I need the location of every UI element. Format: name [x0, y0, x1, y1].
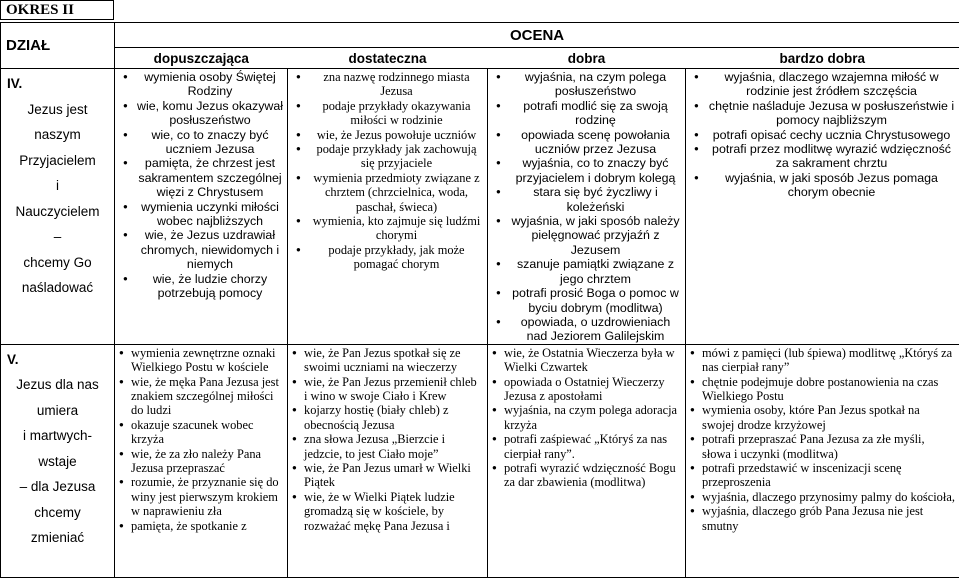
list-item: ● okazuje szacunek wobec krzyża [119, 418, 283, 447]
level-bardzo-dobra: bardzo dobra [686, 48, 959, 69]
list-item: ● wymienia, kto zajmuje się ludźmi chorymi [298, 214, 483, 243]
title-line: Nauczycielem [1, 199, 114, 225]
list-item: ● wyjaśnia, dlaczego przynosimy palmy do kościoła, [690, 490, 955, 504]
list-item: ● wie, że męka Pana Jezusa jest znakiem szczególnej miłości do ludzi [119, 375, 283, 418]
assessment-table [0, 22, 959, 578]
title-line: Przyjacielem [1, 148, 114, 174]
requirements-dopuszczajaca [115, 344, 288, 577]
list-item: ● zna słowa Jezusa „Bierzcie i jedzcie, to jest Ciało moje” [292, 432, 483, 461]
list-item: ● stara się być życzliwy i koleżeński [498, 185, 681, 214]
list-item: ● podaje przykłady, jak może pomagać chorym [298, 243, 483, 272]
list-item: ● potrafi przedstawić w inscenizacji scenę przeproszenia [690, 461, 955, 490]
requirements-dostateczna [288, 344, 488, 577]
level-dostateczna: dostateczna [288, 48, 488, 69]
list-item: ● szanuje pamiątki związane z jego chrztem [498, 257, 681, 286]
title-line: naszym [1, 122, 114, 148]
list-item: ● wie, co to znaczy być uczniem Jezusa [125, 128, 283, 157]
requirements-dopuszczajaca [115, 69, 288, 345]
list-item: ● chętnie naśladuje Jezusa w posłuszeństwie i pomocy najbliższym [696, 99, 955, 128]
list-item: ● potrafi opisać cechy ucznia Chrystusowego [696, 128, 955, 142]
list-item: ● wie, że Jezus powołuje uczniów [298, 128, 483, 142]
section-row [1, 344, 959, 577]
list-item: ● wie, że Pan Jezus przemienił chleb i wino w swoje Ciało i Krew [292, 375, 483, 404]
list-item: ● rozumie, że przyznanie się do winy jest pierwszym krokiem w naprawieniu zła [119, 475, 283, 518]
list-item: ● wie, komu Jezus okazywał posłuszeństwo [125, 99, 283, 128]
list-item: ● potrafi wyrazić wdzięczność Bogu za dar zbawienia (modlitwa) [492, 461, 681, 490]
requirements-dobra [488, 344, 686, 577]
title-line: chcemy Go [1, 250, 114, 276]
requirements-dobra [488, 69, 686, 345]
section-number: IV. [1, 71, 114, 97]
list-item: ● podaje przykłady okazywania miłości w rodzinie [298, 99, 483, 128]
requirements-bardzo-dobra [686, 344, 959, 577]
requirements-bardzo-dobra [686, 69, 959, 345]
list-item: ● wymienia przedmioty związane z chrztem (chrzcielnica, woda, paschał, świeca) [298, 171, 483, 214]
title-line: i martwych- [1, 423, 114, 449]
list-item: ● pamięta, że spotkanie z [119, 519, 283, 533]
list-item: ● wyjaśnia, co to znaczy być przyjacielem i dobrym kolegą [498, 156, 681, 185]
list-item: ● potrafi przepraszać Pana Jezusa za złe myśli, słowa i uczynki (modlitwa) [690, 432, 955, 461]
list-item: ● wie, że Ostatnia Wieczerza była w Wielki Czwartek [492, 346, 681, 375]
list-item: ● wie, że ludzie chorzy potrzebują pomocy [125, 272, 283, 301]
level-dobra: dobra [488, 48, 686, 69]
requirements-dostateczna [288, 69, 488, 345]
section-title [1, 69, 115, 345]
title-line: Jezus jest [1, 97, 114, 123]
list-item: ● wymienia osoby Świętej Rodziny [125, 70, 283, 99]
list-item: ● wymienia osoby, które Pan Jezus spotkał na swojej drodze krzyżowej [690, 403, 955, 432]
list-item: ● wymienia uczynki miłości wobec najbliższych [125, 200, 283, 229]
list-item: ● wie, że w Wielki Piątek ludzie gromadzą się w kościele, by rozważać mękę Pana Jezusa i [292, 490, 483, 533]
list-item: ● wymienia zewnętrzne oznaki Wielkiego Postu w kościele [119, 346, 283, 375]
list-item: ● podaje przykłady jak zachowują się przyjaciele [298, 142, 483, 171]
title-line: Jezus dla nas [1, 372, 114, 398]
section-number: V. [1, 347, 114, 373]
list-item: ● potrafi modlić się za swoją rodzinę [498, 99, 681, 128]
section-title [1, 344, 115, 577]
level-dopuszczajaca: dopuszczająca [115, 48, 288, 69]
list-item: ● wyjaśnia, w jaki sposób należy pielęgnować przyjaźń z Jezusem [498, 214, 681, 257]
title-line: zmieniać [1, 525, 114, 551]
list-item: ● opowiada scenę powołania uczniów przez Jezusa [498, 128, 681, 157]
list-item: ● wyjaśnia, dlaczego wzajemna miłość w rodzinie jest źródłem szczęścia [696, 70, 955, 99]
list-item: ● wie, że za zło należy Pana Jezusa przepraszać [119, 447, 283, 476]
title-line: naśladować [1, 275, 114, 301]
title-line: umiera [1, 398, 114, 424]
list-item: ● wie, że Pan Jezus spotkał się ze swoimi uczniami na wieczerzy [292, 346, 483, 375]
grade-label: OKRES II [0, 0, 114, 20]
list-item: ● potrafi prosić Boga o pomoc w byciu dobrym (modlitwa) [498, 286, 681, 315]
title-line: – dla Jezusa [1, 474, 114, 500]
list-item: ● wyjaśnia, na czym polega posłuszeństwo [498, 70, 681, 99]
title-line: wstaje [1, 449, 114, 475]
section-row [1, 69, 959, 345]
list-item: ● opowiada, o uzdrowieniach nad Jeziorem Galilejskim [498, 315, 681, 344]
list-item: ● potrafi zaśpiewać „Któryś za nas cierpiał rany”. [492, 432, 681, 461]
list-item: ● zna nazwę rodzinnego miasta Jezusa [298, 70, 483, 99]
list-item: ● potrafi przez modlitwę wyrazić wdzięczność za sakrament chrztu [696, 142, 955, 171]
list-item: ● opowiada o Ostatniej Wieczerzy Jezusa z apostołami [492, 375, 681, 404]
ocena-header: OCENA [115, 23, 959, 48]
list-item: ● wyjaśnia, w jaki sposób Jezus pomaga chorym obecnie [696, 171, 955, 200]
list-item: ● wyjaśnia, dlaczego grób Pana Jezusa nie jest smutny [690, 504, 955, 533]
list-item: ● mówi z pamięci (lub śpiewa) modlitwę „Któryś za nas cierpiał rany” [690, 346, 955, 375]
list-item: ● pamięta, że chrzest jest sakramentem szczególnej więzi z Chrystusem [125, 156, 283, 199]
title-line: – [1, 224, 114, 250]
list-item: ● wie, że Jezus uzdrawiał chromych, niewidomych i niemych [125, 228, 283, 271]
list-item: ● wyjaśnia, na czym polega adoracja krzyża [492, 403, 681, 432]
list-item: ● wie, że Pan Jezus umarł w Wielki Piątek [292, 461, 483, 490]
list-item: ● kojarzy hostię (biały chleb) z obecnością Jezusa [292, 403, 483, 432]
title-line: chcemy [1, 500, 114, 526]
title-line: i [1, 173, 114, 199]
dzial-header: DZIAŁ [1, 23, 115, 69]
list-item: ● chętnie podejmuje dobre postanowienia na czas Wielkiego Postu [690, 375, 955, 404]
